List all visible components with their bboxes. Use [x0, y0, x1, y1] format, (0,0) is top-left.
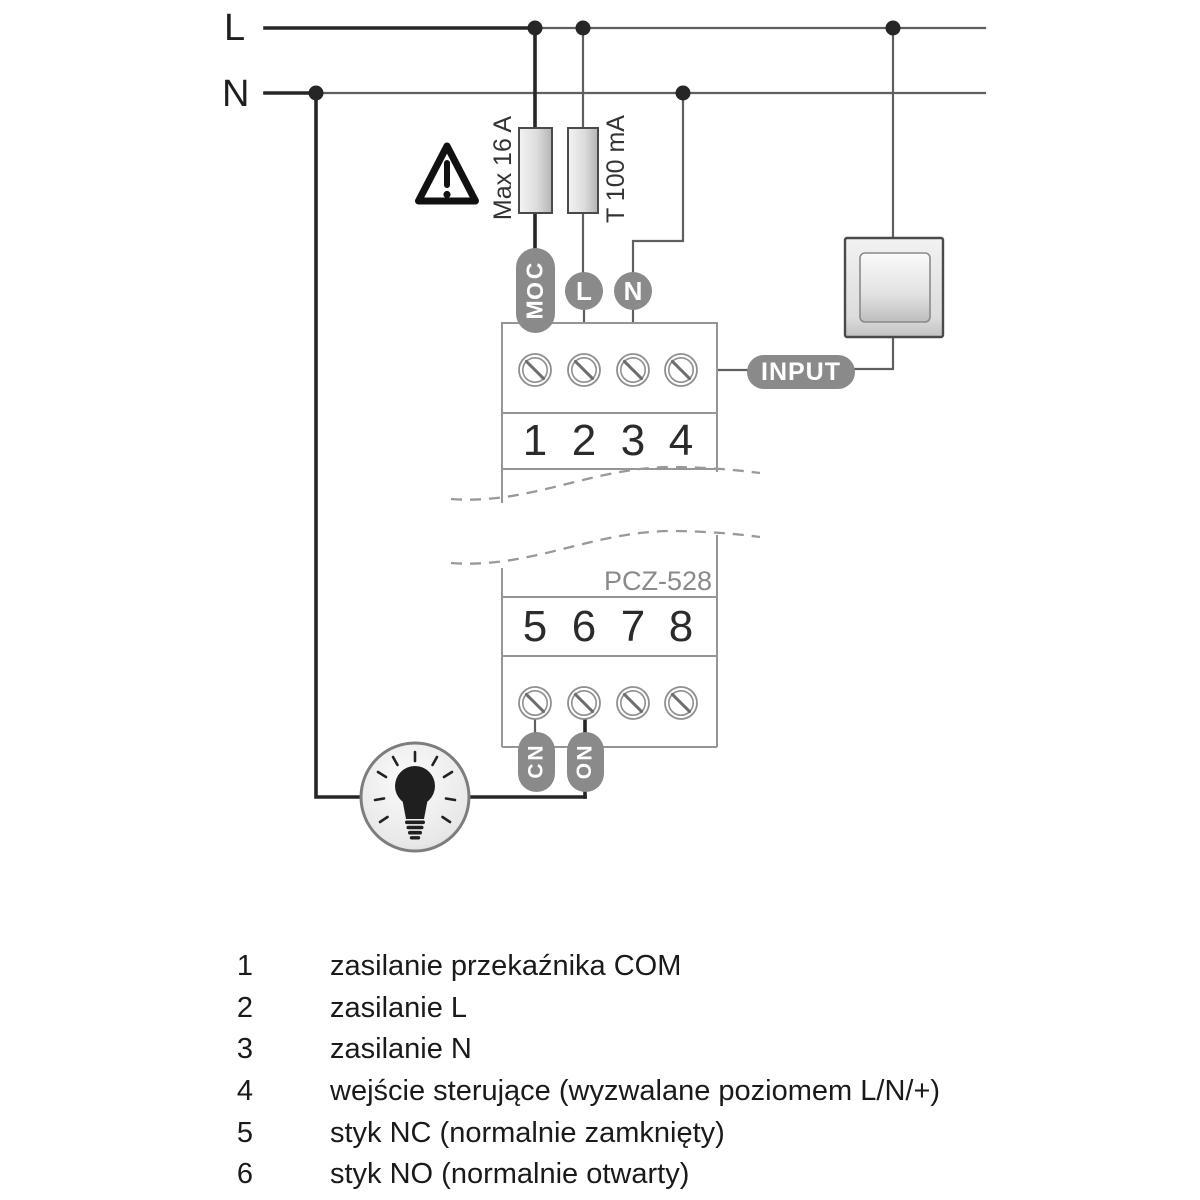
load-fuse-label: Max 16 A: [489, 115, 517, 221]
screw-terminal-8: [665, 687, 697, 719]
wire-neutral-to-lamp: [316, 93, 361, 797]
legend-number: 6: [236, 1158, 254, 1191]
screw-terminal-1: [519, 354, 551, 386]
device-model-label: PCZ-528: [603, 566, 712, 596]
screw-terminal-7: [617, 687, 649, 719]
terminal-number-7: 7: [620, 602, 646, 651]
legend-row-6: [220, 1154, 940, 1196]
wire-n-branch: [633, 93, 683, 274]
junction-dot: [576, 21, 591, 36]
legend: [220, 946, 940, 1196]
legend-row-1: [220, 946, 940, 988]
terminal-number-5: 5: [522, 602, 548, 651]
junction-dot: [886, 21, 901, 36]
wire-switch-to-input: [852, 337, 893, 369]
screw-terminal-row-bottom: [519, 687, 697, 719]
control-fuse: [568, 128, 598, 213]
nc-terminal-tag: N C: [518, 732, 555, 792]
junction-dot: [528, 21, 543, 36]
junction-dot: [309, 86, 324, 101]
legend-number: 4: [236, 1075, 254, 1108]
legend-row-2: [220, 988, 940, 1030]
screw-terminal-6: [568, 687, 600, 719]
l-terminal-tag: L: [565, 272, 603, 310]
fuses: [519, 128, 598, 213]
terminal-number-8: 8: [668, 602, 694, 651]
terminal-number-3: 3: [620, 416, 646, 465]
light-bulb-icon: [361, 743, 469, 851]
legend-number: 2: [236, 991, 254, 1024]
screw-terminal-3: [617, 354, 649, 386]
legend-row-3: [220, 1029, 940, 1071]
screw-terminal-4: [665, 354, 697, 386]
screw-terminal-2: [568, 354, 600, 386]
terminal-number-4: 4: [668, 416, 694, 465]
load-fuse: [519, 128, 552, 213]
input-terminal-tag: INPUT: [747, 355, 855, 389]
legend-number: 3: [236, 1033, 254, 1066]
break-curve-bottom: [451, 531, 760, 564]
control-fuse-label: T 100 mA: [602, 115, 630, 223]
legend-text: styk NO (normalnie otwarty): [330, 1158, 690, 1191]
screw-terminal-5: [519, 687, 551, 719]
legend-text: zasilanie N: [330, 1033, 472, 1066]
live-line-label: L: [224, 7, 246, 49]
legend-text: wejście sterujące (wyzwalane poziomem L/N/+): [330, 1075, 941, 1108]
legend-text: zasilanie L: [330, 991, 468, 1024]
junction-dot: [676, 86, 691, 101]
break-curve-top: [451, 467, 760, 500]
legend-number: 1: [236, 950, 254, 983]
terminal-number-2: 2: [571, 416, 597, 465]
wall-switch-icon: [845, 238, 943, 337]
legend-text: styk NC (normalnie zamknięty): [330, 1116, 725, 1149]
warning-triangle-icon: [419, 146, 476, 201]
n-terminal-tag: N: [614, 272, 652, 310]
break-marks: [451, 467, 760, 564]
com-terminal-tag: C O M: [516, 248, 555, 333]
legend-row-5: [220, 1112, 940, 1154]
legend-text: zasilanie przekaźnika COM: [330, 950, 682, 983]
junction-dots: [309, 21, 901, 101]
legend-row-4: [220, 1071, 940, 1113]
no-terminal-tag: N O: [567, 732, 604, 792]
upper-terminal-block: [502, 323, 717, 503]
neutral-line-label: N: [222, 73, 250, 115]
legend-number: 5: [236, 1116, 254, 1149]
power-lines: [265, 28, 985, 93]
terminal-number-1: 1: [522, 416, 548, 465]
terminal-number-6: 6: [571, 602, 597, 651]
